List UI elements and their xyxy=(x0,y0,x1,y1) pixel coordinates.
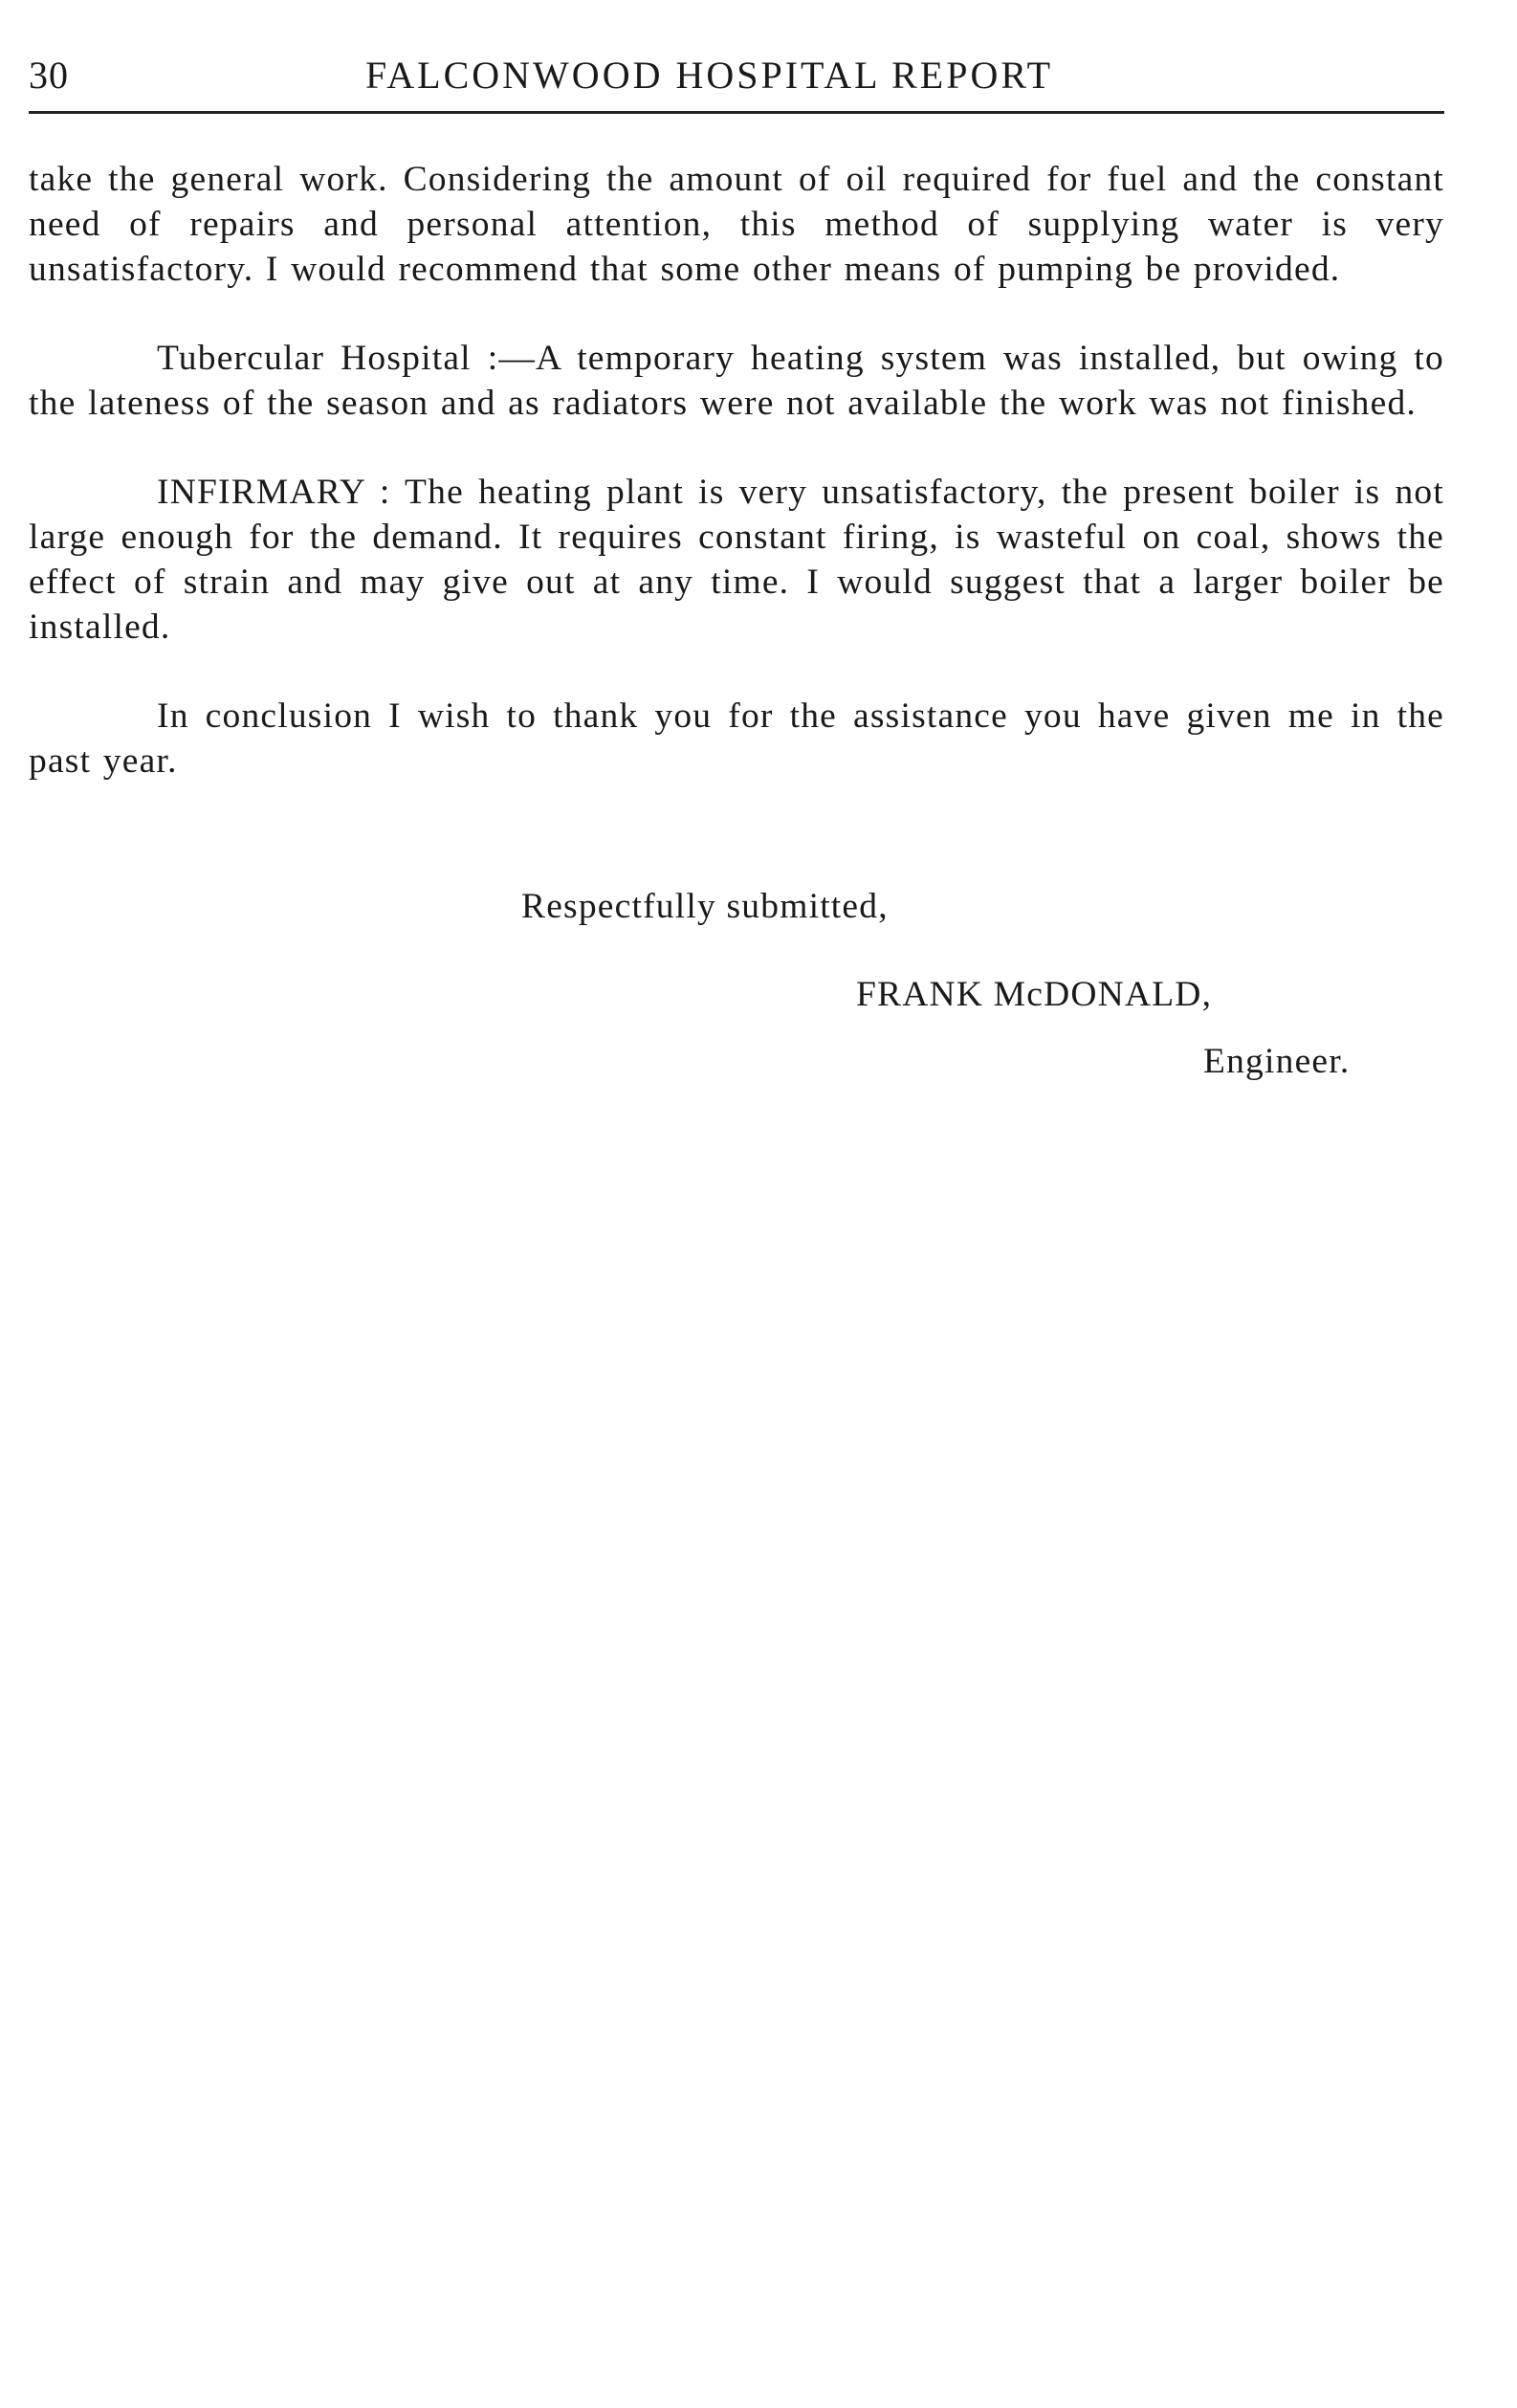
paragraph-infirmary: INFIRMARY : The heating plant is very unsatisfactory, the present boiler is not large enough for the demand. It requires constant firing, is wasteful on coal, shows the effect of strain and may give out at any time. I would suggest that a larger boiler be installed. xyxy=(29,473,1444,647)
report-body xyxy=(29,157,1444,828)
page-header xyxy=(29,53,1444,110)
running-title: FALCONWOOD HOSPITAL REPORT xyxy=(365,54,1054,97)
closing-salutation: Respectfully submitted, xyxy=(521,887,889,926)
header-rule xyxy=(29,111,1444,114)
page-number: 30 xyxy=(29,54,69,97)
paragraph-tubercular-hospital: Tubercular Hospital :—A temporary heating system was installed, but owing to the lateness of the season and as radiators were not available the work was not finished. xyxy=(29,339,1444,423)
signatory-title: Engineer. xyxy=(1203,1042,1351,1081)
paragraph-conclusion: In conclusion I wish to thank you for the assistance you have given me in the past year. xyxy=(29,696,1444,781)
signatory-name: FRANK McDONALD, xyxy=(856,975,1213,1014)
paragraph-water-supply: take the general work. Considering the amount of oil required for fuel and the constant need of repairs and personal attention, this method of supplying water is very unsatisfactory. I would recommend that some other means of pumping be provided. xyxy=(29,160,1444,289)
